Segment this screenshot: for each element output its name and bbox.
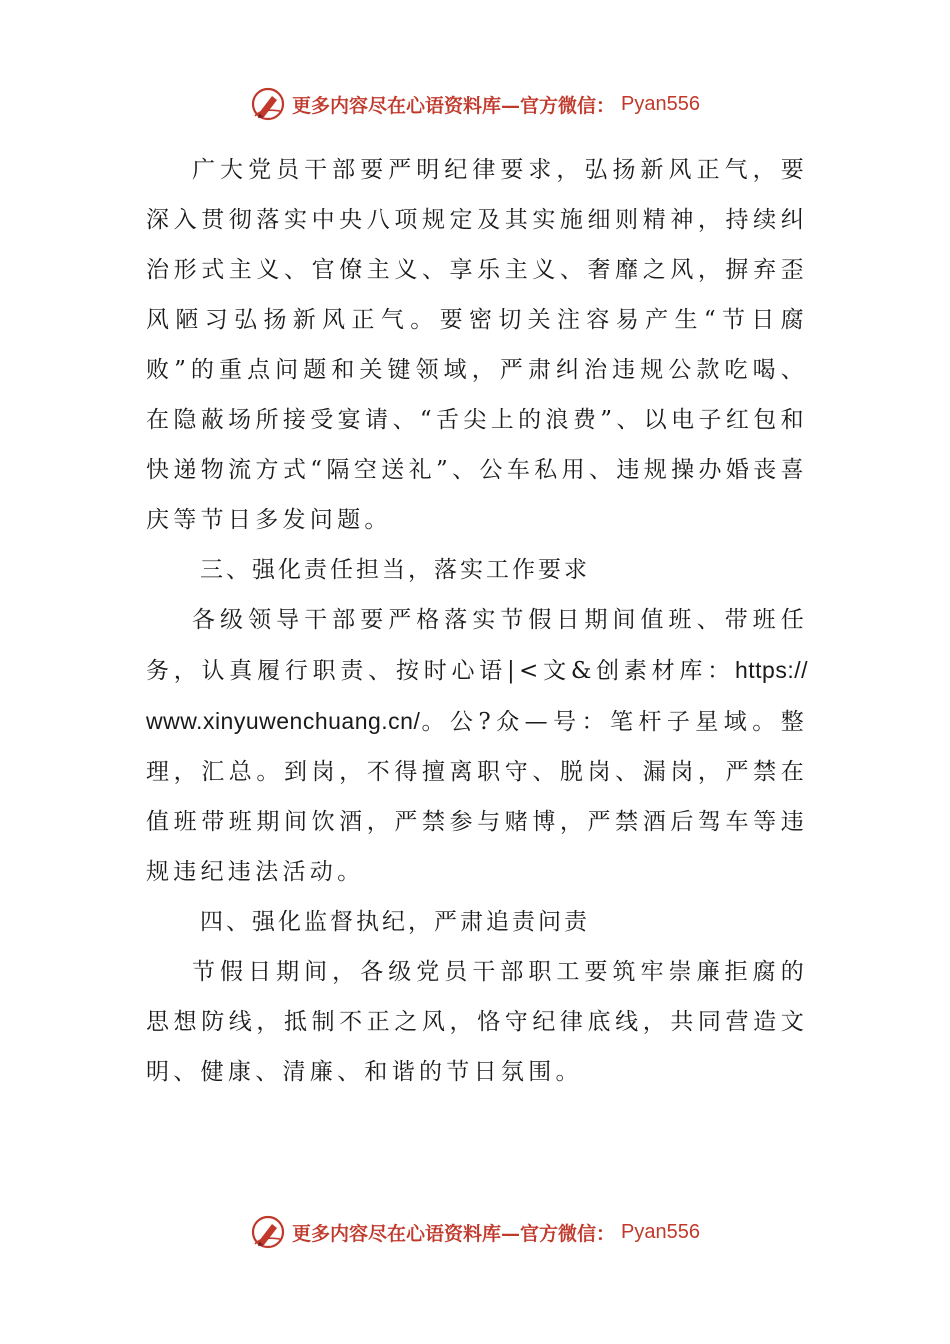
banner-text: 更多内容尽在心语资料库—官方微信： <box>292 1222 616 1245</box>
document-body <box>146 145 808 1097</box>
paragraph-duty-start: 各级领导干部要严格落实节假日期间值班、带班任务，认真履行职责、按时心语|<文&创素材库： <box>146 607 808 684</box>
paragraph-supervision: 节假日期间，各级党员干部职工要筑牢崇廉拒腐的思想防线，抵制不正之风，恪守纪律底线，共同营造文明、健康、清廉、和谐的节日氛围。 <box>146 959 808 1085</box>
pen-nib-icon <box>250 86 286 122</box>
website-link[interactable]: https://www.xinyuwenchuang.cn/ <box>146 657 808 734</box>
wechat-id: Pyan556 <box>621 1220 700 1243</box>
banner-text: 更多内容尽在心语资料库—官方微信： <box>292 94 616 117</box>
footer-banner <box>0 1210 950 1254</box>
paragraph-duty <box>146 595 808 897</box>
header-banner <box>0 82 950 126</box>
paragraph-discipline: 广大党员干部要严明纪律要求，弘扬新风正气，要深入贯彻落实中央八项规定及其实施细则精神，持续纠治形式主义、官僚主义、享乐主义、奢靡之风，摒弃歪风陋习弘扬新风正气。要密切关注容易产生“节日腐败”的重点问题和关键领域，严肃纠治违规公款吃喝、在隐蔽场所接受宴请、“舌尖上的浪费”、以电子红包和快递物流方式“隔空送礼”、公车私用、违规操办婚丧喜庆等节日多发问题。 <box>146 157 808 533</box>
wechat-id: Pyan556 <box>621 92 700 115</box>
paragraph-duty-end: 。公?众—号：笔杆子星域。整理，汇总。到岗，不得擅离职守、脱岗、漏岗，严禁在值班带班期间饮酒，严禁参与赌博，严禁酒后驾车等违规违纪违法活动。 <box>146 709 808 885</box>
pen-nib-icon <box>250 1214 286 1250</box>
heading-section-3: 三、强化责任担当，落实工作要求 <box>200 557 590 583</box>
heading-section-4: 四、强化监督执纪，严肃追责问责 <box>200 909 590 935</box>
